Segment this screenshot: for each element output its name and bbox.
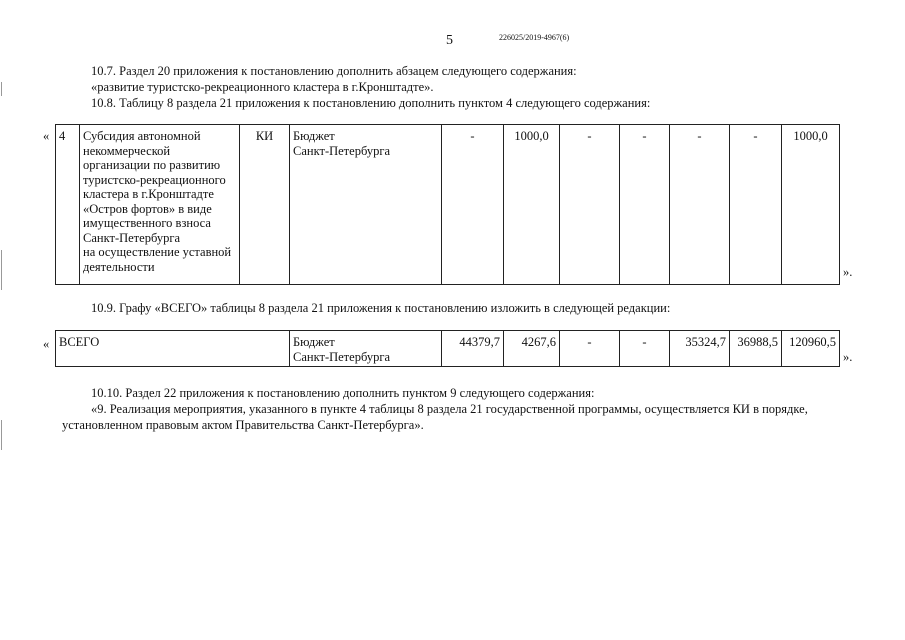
item-name-line: Субсидия автономной <box>83 129 201 143</box>
value-cell: - <box>620 125 670 285</box>
table-item-4 <box>55 124 840 285</box>
funding-source-line: Санкт-Петербурга <box>293 143 391 158</box>
item-name-cell <box>80 125 240 285</box>
total-label-cell: ВСЕГО <box>56 331 290 367</box>
value-cell: 35324,7 <box>670 331 730 367</box>
value-cell: - <box>560 331 620 367</box>
value-cell: 1000,0 <box>782 125 840 285</box>
paragraph-10-7-line1: 10.7. Раздел 20 приложения к постановлению дополнить абзацем следующего содержания: <box>91 64 577 78</box>
value-cell: 1000,0 <box>504 125 560 285</box>
page-number: 5 <box>446 33 453 48</box>
item-name-line: организации по развитию <box>83 158 221 172</box>
funding-source-cell <box>290 125 442 285</box>
value-cell: 44379,7 <box>442 331 504 367</box>
funding-source-line: Бюджет <box>293 335 335 349</box>
document-number: 226025/2019-4967(6) <box>499 33 570 42</box>
value-cell: - <box>670 125 730 285</box>
funding-source-line: Санкт-Петербурга <box>293 349 391 364</box>
table-row <box>56 125 840 285</box>
paragraph-10-10-line3: установленном правовым актом Правительства Санкт-Петербурга». <box>62 418 424 432</box>
value-cell: - <box>730 125 782 285</box>
value-cell: - <box>620 331 670 367</box>
value-cell: - <box>560 125 620 285</box>
funding-source-cell <box>290 331 442 367</box>
funding-source-line: Бюджет <box>293 129 335 143</box>
scan-artifact <box>1 250 2 290</box>
table1-open-quote: « <box>43 129 50 143</box>
value-cell: 4267,6 <box>504 331 560 367</box>
item-name-line: деятельности <box>83 259 155 274</box>
value-cell: - <box>442 125 504 285</box>
table2-close-quote: ». <box>843 350 853 364</box>
executor-cell: КИ <box>240 125 290 285</box>
table1-close-quote: ». <box>843 265 853 279</box>
item-name-line: некоммерческой <box>83 143 171 158</box>
paragraph-10-10-line2: «9. Реализация мероприятия, указанного в пункте 4 таблицы 8 раздела 21 государственной программы, осуществляется КИ в порядке, <box>91 402 808 416</box>
table2-open-quote: « <box>43 337 50 351</box>
paragraph-10-10-line1: 10.10. Раздел 22 приложения к постановлению дополнить пунктом 9 следующего содержания: <box>91 386 595 400</box>
table-total <box>55 330 840 367</box>
item-name-line: туристско-рекреационного <box>83 172 226 187</box>
item-number-cell: 4 <box>56 125 80 285</box>
scan-artifact <box>1 420 2 450</box>
item-name-line: кластера в г.Кронштадте <box>83 187 214 201</box>
value-cell: 120960,5 <box>782 331 840 367</box>
paragraph-10-8: 10.8. Таблицу 8 раздела 21 приложения к постановлению дополнить пунктом 4 следующего содержания: <box>91 96 651 110</box>
value-cell: 36988,5 <box>730 331 782 367</box>
item-name-line: «Остров фортов» в виде <box>83 201 212 216</box>
item-name-line: на осуществление уставной <box>83 245 232 259</box>
item-name-line: Санкт-Петербурга <box>83 230 181 245</box>
item-name-line: имущественного взноса <box>83 216 211 230</box>
scan-artifact <box>1 82 2 96</box>
table-row <box>56 331 840 367</box>
paragraph-10-9: 10.9. Графу «ВСЕГО» таблицы 8 раздела 21 приложения к постановлению изложить в следующей редакции: <box>91 301 671 315</box>
paragraph-10-7-line2: «развитие туристско-рекреационного кластера в г.Кронштадте». <box>91 80 434 94</box>
